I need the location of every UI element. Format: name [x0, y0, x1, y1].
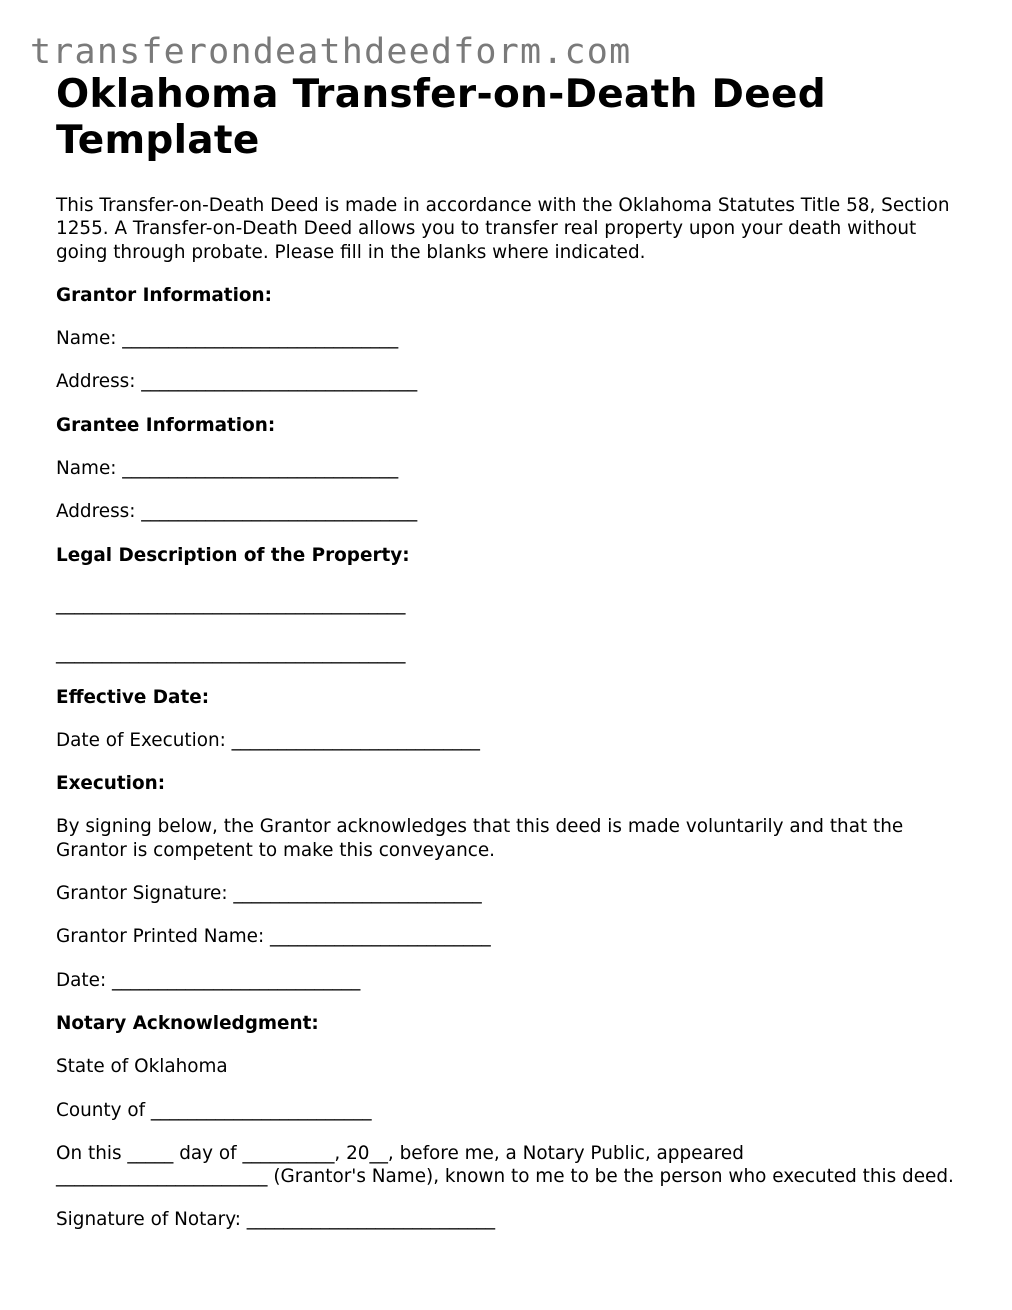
grantor-heading: Grantor Information:	[56, 284, 272, 306]
execution-heading: Execution:	[56, 773, 166, 795]
legal-description-heading: Legal Description of the Property:	[56, 544, 410, 566]
site-watermark: transferondeathdeedform.com	[30, 32, 632, 72]
execution-date-field[interactable]: Date: ___________________________	[56, 969, 361, 991]
grantee-heading: Grantee Information:	[56, 414, 276, 436]
notary-statement[interactable]: On this _____ day of __________, 20__, before me, a Notary Public, appeared _______________________ (Grantor's Name), known to me to be the person who executed this deed.	[56, 1142, 954, 1188]
grantee-name-field[interactable]: Name: ______________________________	[56, 458, 399, 480]
notary-county-field[interactable]: County of ________________________	[56, 1099, 372, 1121]
intro-paragraph: This Transfer-on-Death Deed is made in accordance with the Oklahoma Statutes Title 58, Section 1255. A Transfer-on-Death Deed allows you to transfer real property upon your death without going through probate. Please fill in the blanks where indicated.	[56, 195, 950, 263]
notary-heading: Notary Acknowledgment:	[56, 1012, 319, 1034]
notary-signature-field[interactable]: Signature of Notary: ___________________________	[56, 1209, 496, 1231]
date-of-execution-field[interactable]: Date of Execution: ___________________________	[56, 729, 480, 751]
legal-description-line-1[interactable]: ______________________________________	[56, 593, 406, 615]
grantor-signature-field[interactable]: Grantor Signature: ___________________________	[56, 883, 482, 905]
grantor-name-field[interactable]: Name: ______________________________	[56, 328, 399, 350]
deed-document	[56, 72, 956, 1232]
grantee-address-field[interactable]: Address: ______________________________	[56, 501, 418, 523]
effective-date-heading: Effective Date:	[56, 686, 210, 708]
legal-description-line-2[interactable]: ______________________________________	[56, 643, 406, 665]
notary-state: State of Oklahoma	[56, 1056, 228, 1078]
page-title: Oklahoma Transfer-on-Death Deed Template	[56, 72, 826, 163]
grantor-address-field[interactable]: Address: ______________________________	[56, 371, 418, 393]
execution-statement: By signing below, the Grantor acknowledges that this deed is made voluntarily and that the Grantor is competent to make this conveyance.	[56, 816, 904, 861]
grantor-printed-name-field[interactable]: Grantor Printed Name: ________________________	[56, 926, 491, 948]
